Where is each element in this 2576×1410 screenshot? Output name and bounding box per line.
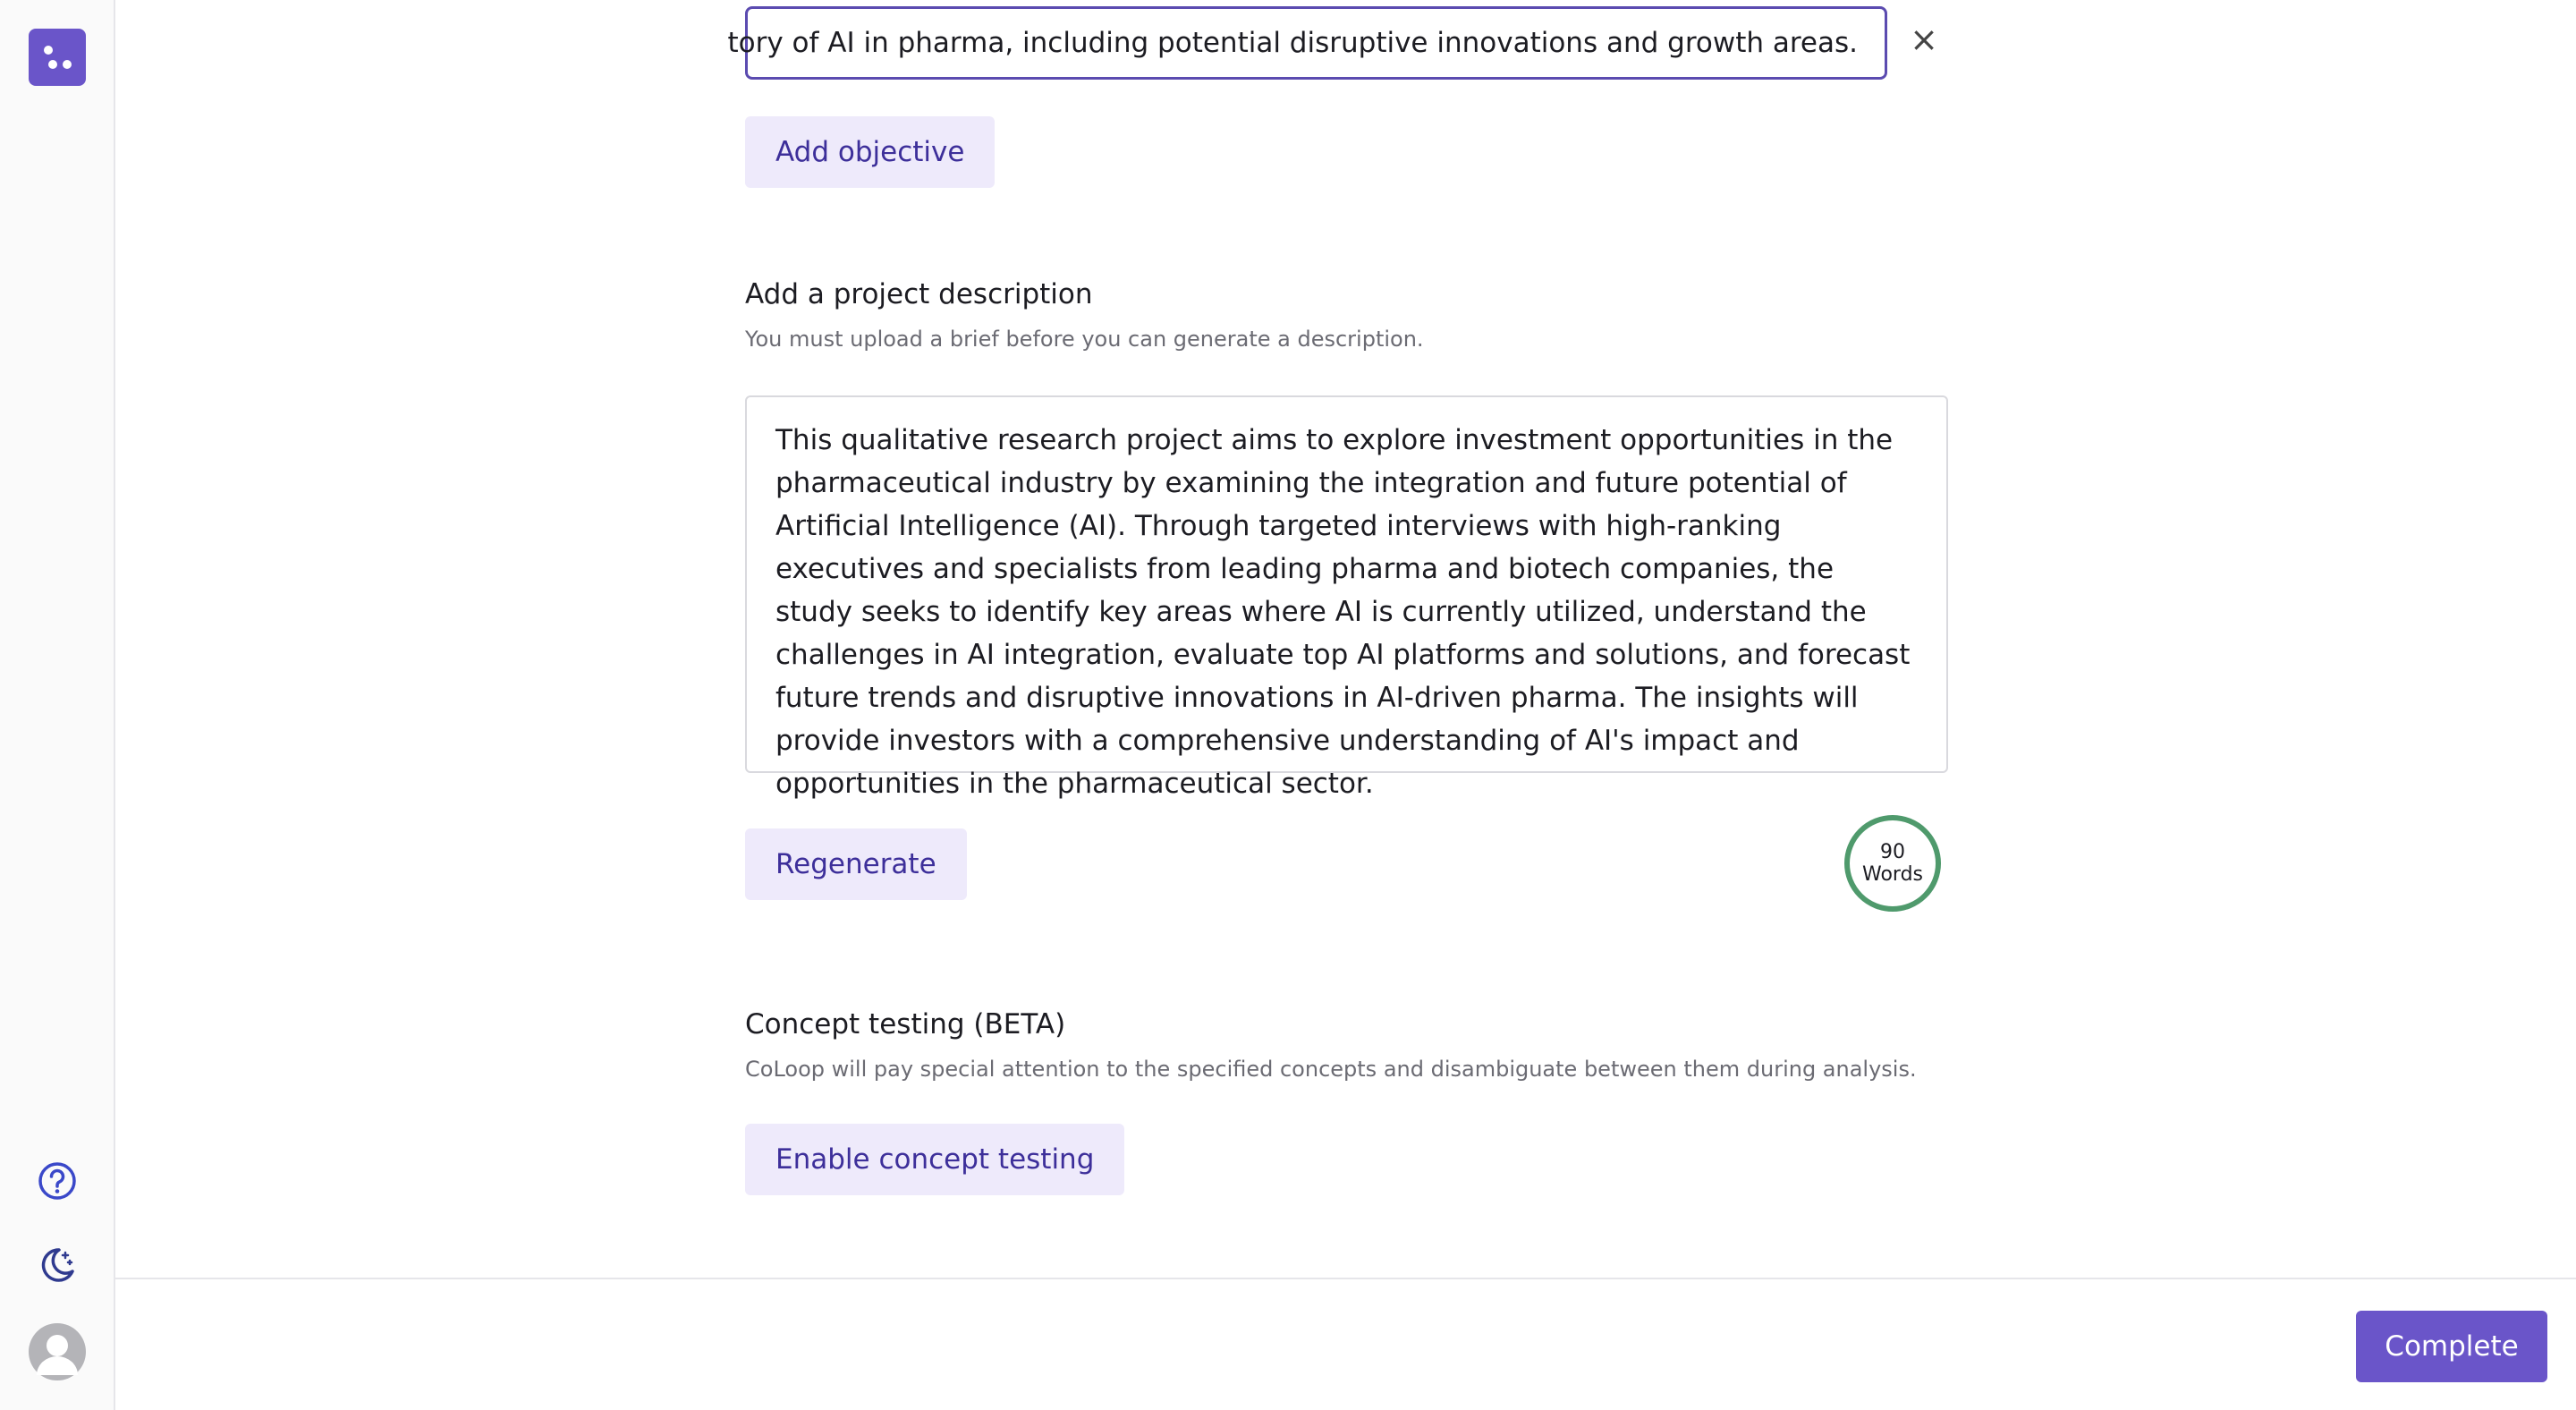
close-icon[interactable]: × (1910, 20, 1938, 59)
concept-title: Concept testing (BETA) (745, 1008, 1066, 1041)
description-title: Add a project description (745, 278, 1093, 310)
word-count-badge (1844, 815, 1941, 912)
sidebar (0, 0, 115, 1410)
objective-input-value: tory of AI in pharma, including potential disruptive innovations and growth areas. (727, 27, 1858, 59)
logo-icon[interactable] (29, 29, 86, 86)
add-objective-button[interactable]: Add objective (745, 116, 995, 188)
concept-subtitle: CoLoop will pay special attention to the specified concepts and disambiguate between them during analysis. (745, 1057, 1917, 1082)
footer-bar (115, 1278, 2576, 1410)
help-icon[interactable] (36, 1159, 79, 1202)
description-subtitle: You must upload a brief before you can generate a description. (745, 327, 1424, 352)
regenerate-button[interactable]: Regenerate (745, 828, 967, 900)
complete-button[interactable]: Complete (2356, 1311, 2547, 1382)
avatar[interactable] (29, 1323, 86, 1380)
objective-input[interactable] (727, 6, 1887, 80)
description-textarea[interactable] (745, 395, 1948, 800)
description-text: This qualitative research project aims to explore investment opportunities in the pharmaceutical industry by examining the integration and future potential of Artificial Intelligence (AI). Through targeted interviews with high-ranking executives and specialists from leading pharma and biotech companies, the study seeks to identify key areas where AI is currently utilized, understand the challenges in AI integration, evaluate top AI platforms and solutions, and forecast future trends and disruptive innovations in AI-driven pharma. The insights will provide investors with a comprehensive understanding of AI's impact and opportunities in the pharmaceutical sector. (775, 424, 1911, 800)
word-count-value: 90 (1880, 841, 1905, 863)
dark-mode-icon[interactable] (36, 1244, 79, 1287)
word-count-label: Words (1861, 863, 1923, 886)
enable-concept-testing-button[interactable]: Enable concept testing (745, 1124, 1124, 1195)
